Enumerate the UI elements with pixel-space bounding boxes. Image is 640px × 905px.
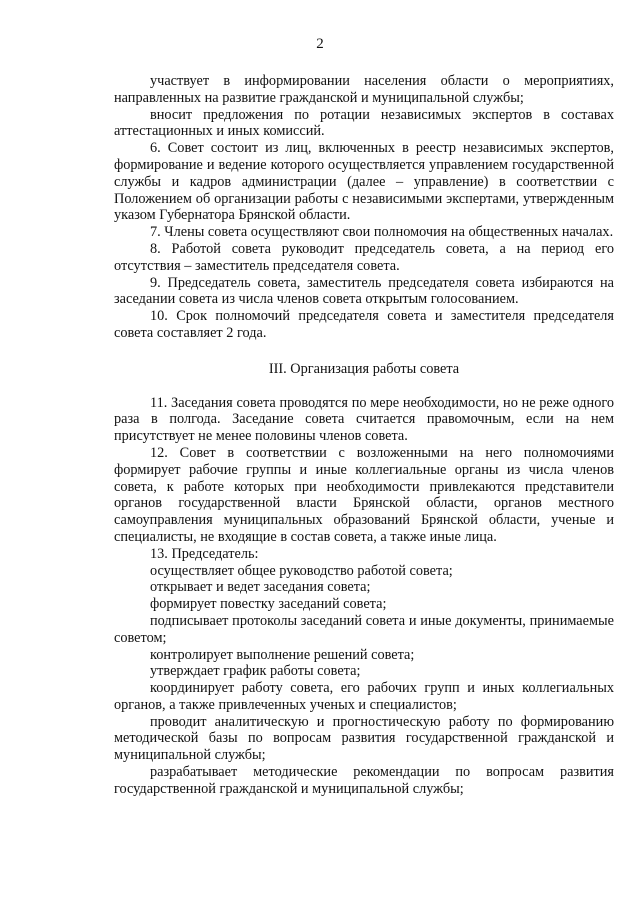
paragraph-item-8: 8. Работой совета руководит председатель совета, а на период его отсутствия – заместитель председателя совета. [114, 240, 614, 274]
paragraph-item-12: 12. Совет в соответствии с возложенными на него полномочиями формирует рабочие группы и иные коллегиальные органы из числа членов совета, к работе которых при необходимости привлекаются представители органов государственной власти Брянской области, органов местного самоуправления муниципальных образований Брянской области, ученые и специалисты, не входящие в состав совета, а также иные лица. [114, 444, 614, 545]
document-body [114, 73, 614, 798]
list-item: открывает и ведет заседания совета; [150, 579, 371, 596]
paragraph-item-9: 9. Председатель совета, заместитель председателя совета избираются на заседании совета из числа членов совета открытым голосованием. [114, 274, 614, 308]
list-item: контролирует выполнение решений совета; [150, 646, 415, 663]
page-number: 2 [316, 36, 324, 52]
list-item: формирует повестку заседаний совета; [150, 596, 387, 613]
paragraph-item-10: 10. Срок полномочий председателя совета и заместителя председателя совета составляет 2 года. [114, 308, 614, 341]
paragraph-item-11: 11. Заседания совета проводятся по мере необходимости, но не реже одного раза в полгода. Заседание совета считается правомочным, если на нем присутствует не менее половины членов совета. [114, 394, 614, 445]
list-item: разрабатывает методические рекомендации по вопросам развития государственной гражданской и муниципальной службы; [114, 764, 614, 797]
list-item: координирует работу совета, его рабочих групп и иных коллегиальных органов, а также привлеченных ученых и специалистов; [114, 680, 614, 713]
paragraph-item-7: 7. Члены совета осуществляют свои полномочия на общественных началах. [150, 224, 614, 241]
paragraph-item-6: 6. Совет состоит из лиц, включенных в реестр независимых экспертов, формирование и ведение которого осуществляется управлением государственной службы и кадров администрации (далее – управление) в соответствии с Положением об организации работы с независимыми экспертами, утвержденным указом Губернатора Брянской области. [114, 140, 614, 224]
list-item: подписывает протоколы заседаний совета и иные документы, принимаемые советом; [114, 612, 614, 646]
paragraph: участвует в информировании населения области о мероприятиях, направленных на развитие гражданской и муниципальной службы; [114, 73, 614, 106]
list-item: утверждает график работы совета; [150, 663, 361, 680]
paragraph: вносит предложения по ротации независимых экспертов в составах аттестационных и иных комиссий. [114, 106, 614, 140]
list-item: проводит аналитическую и прогностическую работу по формированию методической базы по вопросам развития государственной гражданской и муниципальной службы; [114, 713, 614, 764]
paragraph-item-13: 13. Председатель: [150, 545, 259, 562]
section-heading: III. Организация работы совета [268, 360, 460, 377]
list-item: осуществляет общее руководство работой совета; [150, 562, 453, 579]
